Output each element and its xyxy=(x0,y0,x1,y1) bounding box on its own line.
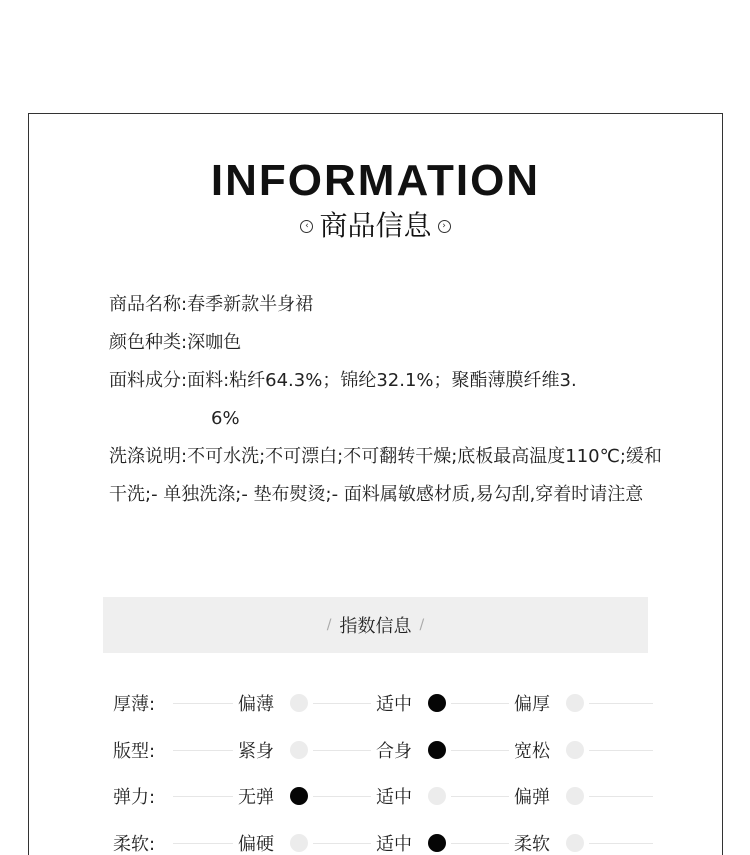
index-row-label: 弹力: xyxy=(113,787,156,809)
divider-line xyxy=(313,796,371,797)
index-option-label: 偏厚 xyxy=(514,694,550,716)
index-option-label: 无弹 xyxy=(238,787,274,809)
unselected-dot-icon xyxy=(566,741,584,759)
index-option xyxy=(238,830,308,855)
divider-line xyxy=(313,750,371,751)
index-row xyxy=(113,680,653,727)
divider-line xyxy=(451,796,509,797)
name-value: 春季新款半身裙 xyxy=(187,294,314,315)
wash-label: 洗涤说明: xyxy=(109,446,188,467)
divider-line xyxy=(451,750,509,751)
divider-line xyxy=(451,843,509,844)
selected-dot-icon xyxy=(428,694,446,712)
fabric-value-line2: 6% xyxy=(211,408,240,429)
index-section-header xyxy=(103,597,648,653)
unselected-dot-icon xyxy=(290,741,308,759)
slash-right-decoration: / xyxy=(419,617,425,633)
divider-line xyxy=(173,703,233,704)
unselected-dot-icon xyxy=(566,834,584,852)
slash-left-decoration: / xyxy=(326,617,332,633)
wash-value: 不可水洗;不可漂白;不可翻转干燥;底板最高温度110℃;缓和干洗;- 单独洗涤;- 垫布熨烫;- 面料属敏感材质,易勾刮,穿着时请注意 xyxy=(109,446,662,505)
divider-line xyxy=(589,843,653,844)
title-chinese: 商品信息 xyxy=(319,209,432,242)
index-option xyxy=(376,690,446,716)
selected-dot-icon xyxy=(428,834,446,852)
index-option-label: 紧身 xyxy=(238,740,274,762)
info-row-name xyxy=(109,286,669,324)
unselected-dot-icon xyxy=(566,787,584,805)
unselected-dot-icon xyxy=(290,694,308,712)
info-row-color xyxy=(109,324,669,362)
index-row xyxy=(113,820,653,855)
selected-dot-icon xyxy=(290,787,308,805)
index-option xyxy=(238,690,308,716)
circle-left-arrow-icon: ‹ xyxy=(300,220,313,233)
index-option-label: 适中 xyxy=(376,787,412,809)
divider-line xyxy=(589,703,653,704)
index-option-label: 偏薄 xyxy=(238,694,274,716)
color-label: 颜色种类: xyxy=(109,332,188,353)
wash-instructions xyxy=(109,438,669,514)
divider-line xyxy=(589,750,653,751)
index-row xyxy=(113,773,653,820)
index-option-label: 柔软 xyxy=(514,833,550,855)
index-option-label: 适中 xyxy=(376,833,412,855)
color-value: 深咖色 xyxy=(187,332,242,353)
index-option xyxy=(514,830,584,855)
index-option-label: 偏弹 xyxy=(514,787,550,809)
divider-line xyxy=(173,843,233,844)
fabric-label: 面料成分: xyxy=(109,370,188,391)
index-option xyxy=(514,737,584,763)
divider-line xyxy=(589,796,653,797)
index-option xyxy=(514,690,584,716)
divider-line xyxy=(451,703,509,704)
index-row-label: 柔软: xyxy=(113,833,156,855)
divider-line xyxy=(173,750,233,751)
divider-line xyxy=(313,843,371,844)
unselected-dot-icon xyxy=(566,694,584,712)
product-info-list xyxy=(109,286,669,514)
index-option-label: 适中 xyxy=(376,694,412,716)
index-option xyxy=(376,737,446,763)
index-option-label: 偏硬 xyxy=(238,833,274,855)
unselected-dot-icon xyxy=(428,787,446,805)
index-option xyxy=(238,737,308,763)
title-chinese-row xyxy=(29,208,722,244)
product-info-card xyxy=(28,113,723,855)
index-table xyxy=(113,680,653,855)
info-row-fabric xyxy=(109,362,669,400)
index-option xyxy=(376,783,446,809)
title-english: INFORMATION xyxy=(210,156,541,205)
circle-right-arrow-icon: › xyxy=(438,220,451,233)
name-label: 商品名称: xyxy=(109,294,188,315)
divider-line xyxy=(173,796,233,797)
index-option xyxy=(376,830,446,855)
index-option xyxy=(238,783,308,809)
fabric-value-line1: 面料:粘纤64.3%；锦纶32.1%；聚酯薄膜纤维3. xyxy=(187,370,577,391)
index-row-label: 版型: xyxy=(113,740,156,762)
index-option-label: 合身 xyxy=(376,740,412,762)
index-row xyxy=(113,727,653,774)
index-option xyxy=(514,783,584,809)
index-row-label: 厚薄: xyxy=(113,694,156,716)
index-option-label: 宽松 xyxy=(514,740,550,762)
divider-line xyxy=(313,703,371,704)
unselected-dot-icon xyxy=(290,834,308,852)
index-section-title: 指数信息 xyxy=(339,616,412,637)
selected-dot-icon xyxy=(428,741,446,759)
